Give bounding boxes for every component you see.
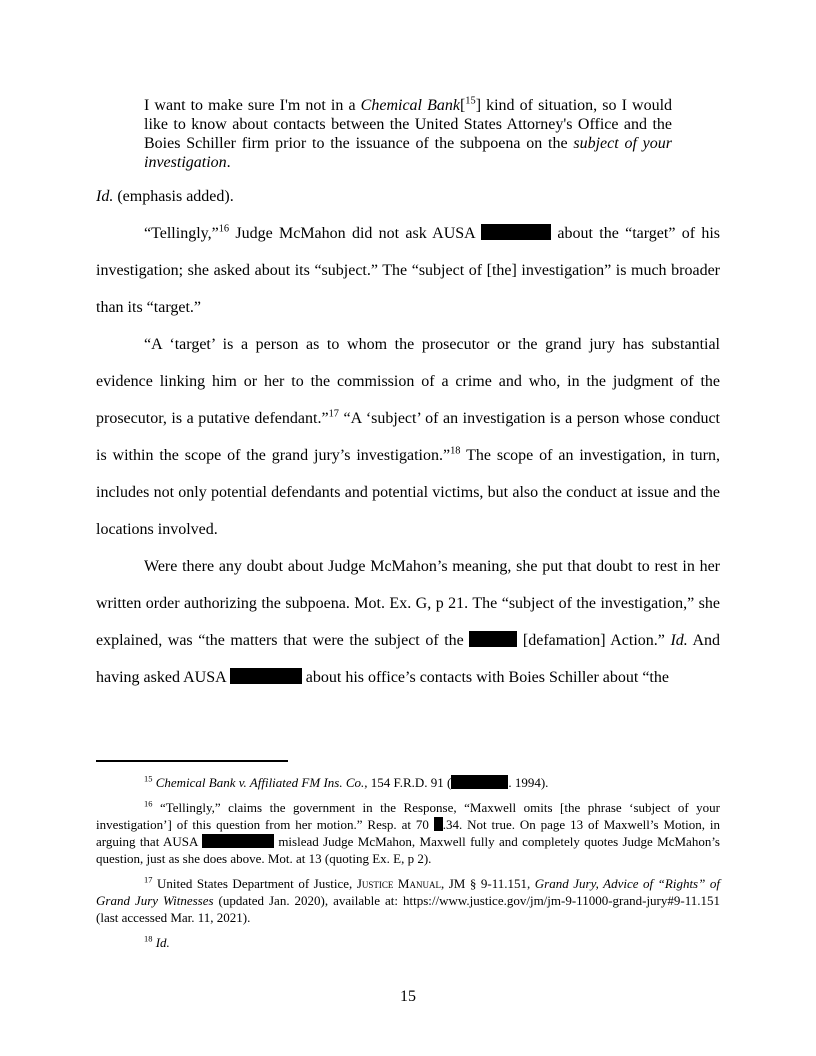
text-run: subject of your investigation: [144, 135, 673, 171]
body-text: [96, 178, 720, 696]
text-run: “Tellingly,” claims the government in the Response, “Maxwell omits [the phrase ‘subject of your investigation’] of this question from her motion.” Resp. at 70: [96, 800, 720, 832]
text-run: The scope of an investigation, in turn, includes not only potential defendants and potential victims, but also the conduct at issue and the locations involved.: [96, 447, 720, 538]
redaction-box: [434, 817, 443, 831]
block-quote: [144, 96, 672, 172]
text-run: mislead Judge McMahon, Maxwell fully and completely quotes Judge McMahon’s question, just as she does above. Mot. at 13 (quoting Ex. E, p 2).: [96, 834, 720, 866]
text-run: .34. Not true. On page 13 of Maxwell’s Motion, in arguing that AUSA: [96, 817, 721, 849]
footnote-separator: [96, 760, 288, 762]
text-run: ] kind of situation, so I would like to know about contacts between the United States Attorney's Office and the Boies Schiller firm prior to the issuance of the subpoena on the: [144, 97, 673, 152]
text-run: [defamation] Action.”: [517, 632, 671, 649]
text-run: Id.: [155, 935, 170, 950]
footnote-reference: 15: [465, 95, 476, 107]
redaction-box: [230, 668, 302, 685]
text-run: .: [226, 154, 231, 171]
body-paragraph: [96, 326, 720, 548]
text-run: , JM § 9-11.151,: [440, 876, 535, 891]
footnote-reference: 17: [144, 874, 153, 885]
footnote: [96, 774, 720, 791]
footnote-reference: 18: [144, 933, 153, 944]
footnote: [96, 934, 720, 951]
citation-paragraph: [96, 178, 720, 215]
text-run: . 1994).: [508, 775, 549, 790]
text-run: Id.: [96, 188, 114, 205]
text-run: Chemical Bank: [360, 97, 460, 114]
redaction-box: [469, 631, 517, 648]
body-paragraph: [96, 215, 720, 326]
footnote: [96, 875, 720, 926]
footnote-reference: 18: [450, 445, 461, 457]
redaction-box: [451, 775, 508, 789]
redaction-box: [481, 224, 551, 241]
text-run: “Tellingly,”: [144, 225, 219, 242]
footnote-reference: 15: [144, 773, 153, 784]
body-paragraph: [96, 548, 720, 696]
text-run: Were there any doubt about Judge McMahon’s meaning, she put that doubt to rest in her written order authorizing the subpoena. Mot. Ex. G, p 21. The “subject of the investigation,” she explained, was “the matters that were the subject of the: [96, 558, 720, 649]
text-run: United States Department of Justice,: [152, 876, 357, 891]
text-run: Judge McMahon did not ask AUSA: [229, 225, 482, 242]
page-number: 15: [400, 988, 416, 1005]
redaction-box: [202, 834, 274, 848]
text-run: Id.: [670, 632, 688, 649]
text-run: about his office’s contacts with Boies Schiller about “the: [301, 669, 669, 686]
text-run: , 154 F.R.D. 91 (: [364, 775, 452, 790]
text-run: “A ‘subject’ of an investigation is a person whose conduct is within the scope of the grand jury’s investigation.”: [96, 410, 720, 464]
text-run: (emphasis added).: [113, 188, 234, 205]
text-run: [: [459, 97, 466, 114]
footnote-reference: 17: [328, 408, 339, 420]
text-run: “A ‘target’ is a person as to whom the prosecutor or the grand jury has substantial evidence linking him or her to the commission of a crime and who, in the judgment of the prosecutor, is a putative defendant.”: [96, 336, 720, 427]
text-run: Justice Manual: [356, 876, 441, 891]
footnote: [96, 799, 720, 867]
text-run: Grand Jury, Advice of “Rights” of Grand Jury Witnesses: [96, 876, 720, 908]
text-run: And having asked AUSA: [96, 632, 721, 686]
footnote-reference: 16: [218, 223, 230, 235]
footnote-reference: 16: [144, 798, 153, 809]
footnote-section: [96, 760, 720, 951]
text-run: Chemical Bank v. Affiliated FM Ins. Co.: [155, 775, 365, 790]
text-run: I want to make sure I'm not in a: [144, 97, 361, 114]
text-run: about the “target” of his investigation; she asked about its “subject.” The “subject of [the] investigation” is much broader than its “target.”: [96, 225, 720, 316]
text-run: (updated Jan. 2020), available at: https://www.justice.gov/jm/jm-9-11000-grand-jury#9-11.151 (last accessed Mar. 11, 2021).: [96, 893, 720, 925]
